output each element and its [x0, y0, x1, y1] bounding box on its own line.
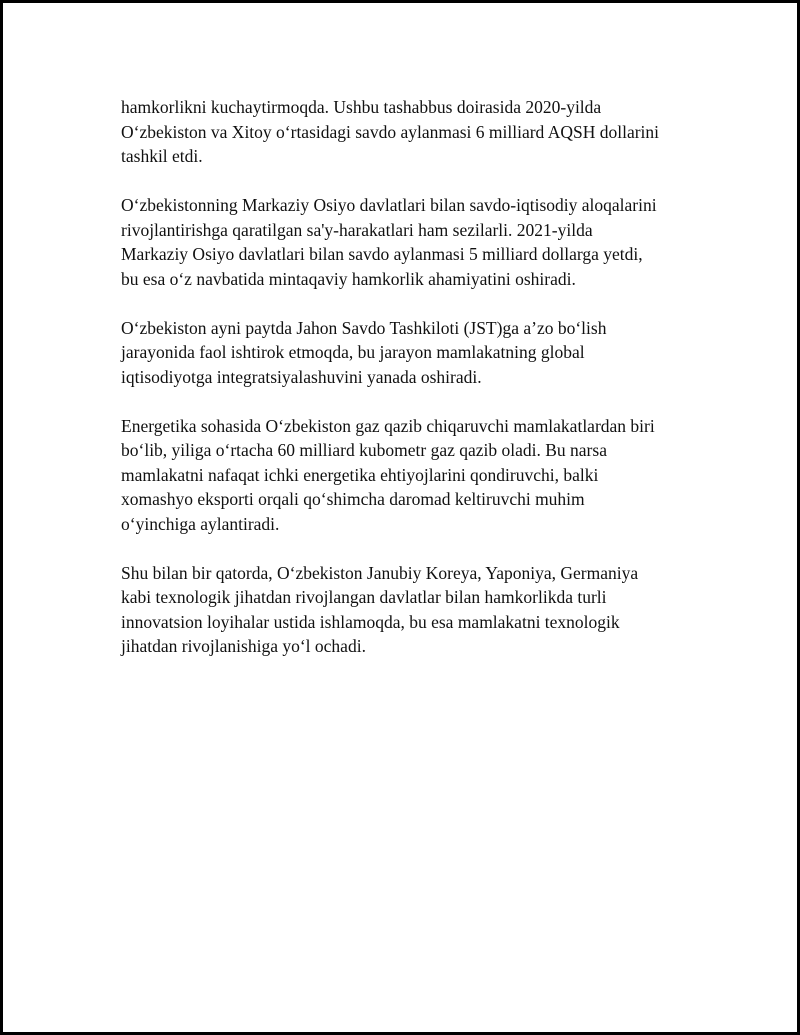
- paragraph-5: Shu bilan bir qatorda, O‘zbekiston Janubiy Koreya, Yaponiya, Germaniya kabi texnologik jihatdan rivojlangan davlatlar bilan hamkorlikda turli innovatsion loyihalar ustida ishlamoqda, bu esa mamlakatni texnologik jihatdan rivojlanishiga yo‘l ochadi.: [121, 562, 639, 656]
- document-body: [121, 95, 711, 683]
- paragraph-1: hamkorlikni kuchaytirmoqda. Ushbu tashabbus doirasida 2020-yilda O‘zbekiston va Xitoy o‘rtasidagi savdo aylanmasi 6 milliard AQSH dollarini tashkil etdi.: [121, 97, 660, 166]
- paragraph-2: O‘zbekistonning Markaziy Osiyo davlatlari bilan savdo-iqtisodiy aloqalarini rivojlantirishga qaratilgan sa'y-harakatlari ham sezilarli. 2021-yilda Markaziy Osiyo davlatlari bilan savdo aylanmasi 5 milliard dollarga yetdi, bu esa o‘z navbatida mintaqaviy hamkorlik ahamiyatini oshiradi.: [121, 195, 657, 289]
- paragraph-4: Energetika sohasida O‘zbekiston gaz qazib chiqaruvchi mamlakatlardan biri bo‘lib, yiliga o‘rtacha 60 milliard kubometr gaz qazib oladi. Bu narsa mamlakatni nafaqat ichki energetika ehtiyojlarini qondiruvchi, balki xomashyo eksporti orqali qo‘shimcha daromad keltiruvchi muhim o‘yinchiga aylantiradi.: [121, 415, 655, 534]
- paragraph-3: O‘zbekiston ayni paytda Jahon Savdo Tashkiloti (JST)ga a’zo bo‘lish jarayonida faol ishtirok etmoqda, bu jarayon mamlakatning global iqtisodiyotga integratsiyalashuvini yanada oshiradi.: [121, 317, 607, 387]
